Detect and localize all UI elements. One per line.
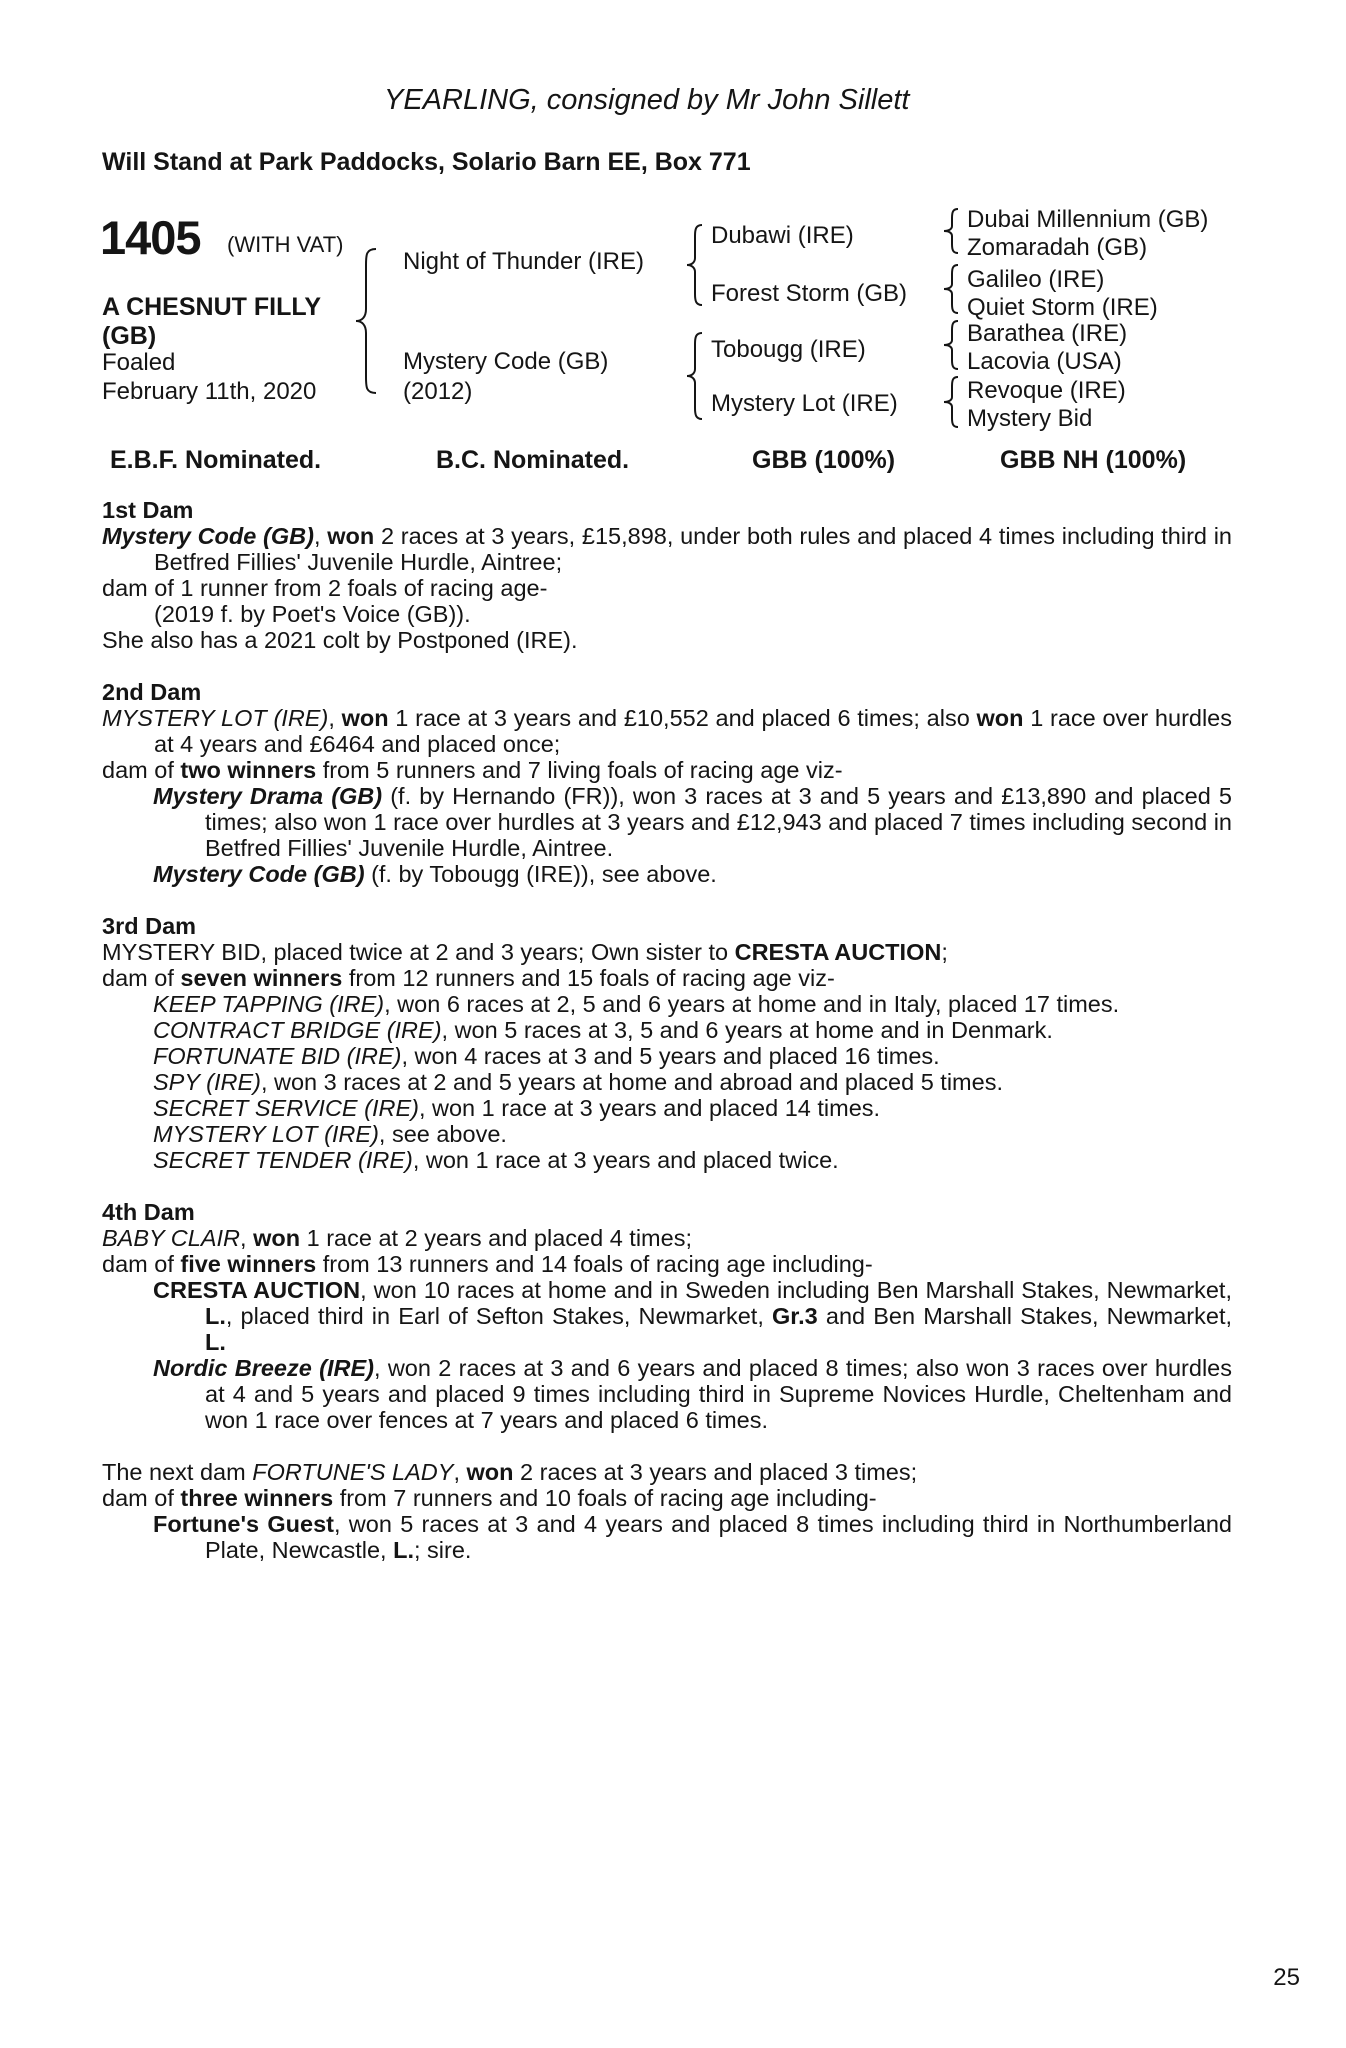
- winners-count: three winners: [180, 1485, 334, 1511]
- horse-description: A CHESNUT FILLY: [102, 293, 321, 321]
- text: dam of: [102, 1251, 181, 1277]
- text: dam of: [102, 1485, 181, 1511]
- dam-history: [102, 497, 1232, 1563]
- pedigree-brace-sire: [684, 222, 706, 308]
- text: 2 races at 3 years and placed 3 times;: [513, 1459, 918, 1485]
- group-mark: Gr.3: [772, 1303, 818, 1329]
- second-dam-produce-2: [102, 861, 1232, 887]
- second-dam-record: [102, 705, 1232, 757]
- first-dam-title: 1st Dam: [102, 497, 194, 523]
- text: , won 1 race at 3 years and placed 14 times.: [418, 1095, 881, 1121]
- lot-number: 1405: [100, 211, 201, 264]
- text: , won 3 races at 2 and 5 years at home and abroad and placed 5 times.: [260, 1069, 1003, 1095]
- won-word: won: [253, 1225, 301, 1251]
- winners-count: two winners: [180, 757, 317, 783]
- produce-name: KEEP TAPPING (IRE): [153, 991, 385, 1017]
- produce-name: Mystery Drama (GB): [153, 783, 383, 809]
- foaled-label: Foaled: [102, 349, 176, 376]
- fourth-dam-record: [102, 1225, 1232, 1251]
- third-dam-produce-1: [102, 991, 1232, 1017]
- text: dam of: [102, 757, 181, 783]
- produce-name: CRESTA AUCTION: [153, 1277, 361, 1303]
- second-dam-section: [102, 679, 1232, 887]
- text: from 13 runners and 14 foals of racing age including-: [316, 1251, 873, 1277]
- fourth-dam-section: [102, 1199, 1232, 1433]
- foaled-info: [102, 348, 316, 406]
- text: ;: [941, 939, 948, 965]
- second-dam-produce-summary: [102, 757, 1232, 783]
- next-dam-produce-summary: [102, 1485, 1232, 1511]
- first-dam-record: [102, 523, 1232, 575]
- text: ,: [240, 1225, 254, 1251]
- third-dam-produce-5: [102, 1095, 1232, 1121]
- produce-name: Fortune's Guest: [153, 1511, 334, 1537]
- listed-mark: L.: [393, 1537, 414, 1563]
- text: from 5 runners and 7 living foals of racing age viz-: [316, 757, 843, 783]
- fourth-dam-produce-summary: [102, 1251, 1232, 1277]
- text: , won 5 races at 3 and 4 years and placed 8 times including third in Northumberland Plate, Newcastle,: [205, 1511, 1232, 1563]
- first-dam-produce-summary: dam of 1 runner from 2 foals of racing age-: [102, 575, 548, 601]
- text: ,: [313, 523, 328, 549]
- pedigree-dam: Mystery Code (GB): [403, 348, 609, 375]
- pedigree-dam-year: (2012): [403, 378, 473, 405]
- pedigree-gen3-3: Galileo (IRE): [967, 266, 1105, 293]
- third-dam-title: 3rd Dam: [102, 913, 197, 939]
- text: , won 1 race at 3 years and placed twice.: [412, 1147, 839, 1173]
- text: MYSTERY BID, placed twice at 2 and 3 years; Own sister to: [102, 939, 735, 965]
- third-dam-produce-2: [102, 1017, 1232, 1043]
- second-dam-name: MYSTERY LOT (IRE): [102, 705, 329, 731]
- text: 2 races at 3 years, £15,898, under both rules and placed 4 times including third in Betfred Fillies' Juvenile Hurdle, Aintree;: [154, 523, 1232, 575]
- text: , placed third in Earl of Sefton Stakes, Newmarket,: [225, 1303, 773, 1329]
- gbb-status: GBB (100%): [752, 446, 896, 474]
- fourth-dam-title: 4th Dam: [102, 1199, 195, 1225]
- produce-name: MYSTERY LOT (IRE): [153, 1121, 379, 1147]
- next-dam-section: [102, 1459, 1232, 1563]
- vat-note: (WITH VAT): [227, 232, 344, 257]
- text: ,: [328, 705, 342, 731]
- next-dam-produce-1: [102, 1511, 1232, 1563]
- third-dam-section: [102, 913, 1232, 1173]
- pedigree-brace-g2: [940, 262, 962, 316]
- text: , won 6 races at 2, 5 and 6 years at home and in Italy, placed 17 times.: [384, 991, 1120, 1017]
- pedigree-gen3-1: Dubai Millennium (GB): [967, 206, 1209, 233]
- pedigree-brace-dam: [684, 330, 706, 422]
- text: , won 5 races at 3, 5 and 6 years at home and in Denmark.: [441, 1017, 1053, 1043]
- first-dam-section: [102, 497, 1232, 653]
- listed-mark: L.: [205, 1303, 226, 1329]
- pedigree-gen3-7: Revoque (IRE): [967, 377, 1126, 404]
- pedigree-brace-main: [352, 245, 382, 397]
- text: , won 10 races at home and in Sweden including Ben Marshall Stakes, Newmarket,: [360, 1277, 1232, 1303]
- third-dam-produce-summary: [102, 965, 1232, 991]
- listed-mark: L.: [205, 1329, 226, 1355]
- pedigree-brace-g3: [940, 318, 962, 372]
- text: The next dam: [102, 1459, 253, 1485]
- first-dam-name: Mystery Code (GB): [102, 523, 314, 549]
- text: 1 race at 3 years and £10,552 and placed 6 times; also: [388, 705, 977, 731]
- pedigree-dam-dam: Mystery Lot (IRE): [711, 390, 898, 417]
- pedigree-gen3-6: Lacovia (USA): [967, 348, 1122, 375]
- pedigree-gen3-4: Quiet Storm (IRE): [967, 294, 1158, 321]
- horse-description-origin: (GB): [102, 322, 157, 350]
- winners-count: seven winners: [180, 965, 343, 991]
- pedigree-sire-sire: Dubawi (IRE): [711, 222, 854, 249]
- next-dam-name: FORTUNE'S LADY: [252, 1459, 454, 1485]
- next-dam-record: [102, 1459, 1232, 1485]
- second-dam-title: 2nd Dam: [102, 679, 202, 705]
- produce-name: CONTRACT BRIDGE (IRE): [153, 1017, 442, 1043]
- produce-name: FORTUNATE BID (IRE): [153, 1043, 402, 1069]
- foaled-date: February 11th, 2020: [102, 378, 317, 405]
- fourth-dam-name: BABY CLAIR: [102, 1225, 241, 1251]
- pedigree-gen3-2: Zomaradah (GB): [967, 234, 1148, 261]
- page-number: 25: [1273, 1964, 1300, 1991]
- winners-count: five winners: [180, 1251, 317, 1277]
- pedigree-gen3-5: Barathea (IRE): [967, 320, 1128, 347]
- won-word: won: [466, 1459, 514, 1485]
- text: , won 4 races at 3 and 5 years and placed 16 times.: [401, 1043, 940, 1069]
- third-dam-produce-3: [102, 1043, 1232, 1069]
- fourth-dam-produce-2: [102, 1355, 1232, 1433]
- ebf-nomination: E.B.F. Nominated.: [110, 446, 322, 474]
- first-dam-note: She also has a 2021 colt by Postponed (IRE).: [102, 627, 578, 653]
- won-word: won: [341, 705, 389, 731]
- sibling-name: CRESTA AUCTION: [734, 939, 942, 965]
- text: from 12 runners and 15 foals of racing age viz-: [342, 965, 835, 991]
- text: 1 race at 2 years and placed 4 times;: [300, 1225, 692, 1251]
- third-dam-produce-6: [102, 1121, 1232, 1147]
- text: , won 2 races at 3 and 6 years and placed 8 times; also won 3 races over hurdles at 4 and 5 years and placed 9 times including third in Supreme Novices Hurdle, Cheltenham and won 1 race over fences at 7 years and placed 6 times.: [205, 1355, 1232, 1433]
- won-word: won: [327, 523, 375, 549]
- text: (f. by Tobougg (IRE)), see above.: [364, 861, 717, 887]
- bc-nomination: B.C. Nominated.: [436, 446, 630, 474]
- produce-name: Mystery Code (GB): [153, 861, 365, 887]
- pedigree-dam-sire: Tobougg (IRE): [711, 336, 866, 363]
- pedigree-brace-g4: [940, 374, 962, 430]
- pedigree-sire-dam: Forest Storm (GB): [711, 280, 908, 307]
- text: from 7 runners and 10 foals of racing age including-: [333, 1485, 877, 1511]
- produce-name: SPY (IRE): [153, 1069, 261, 1095]
- produce-name: Nordic Breeze (IRE): [153, 1355, 374, 1381]
- won-word: won: [976, 705, 1024, 731]
- third-dam-record: [102, 939, 1232, 965]
- fourth-dam-produce-1: [102, 1277, 1232, 1355]
- third-dam-produce-4: [102, 1069, 1232, 1095]
- text: 1 race over hurdles at 4 years and £6464 and placed once;: [154, 705, 1233, 757]
- pedigree-brace-g1: [940, 206, 962, 256]
- produce-name: SECRET SERVICE (IRE): [153, 1095, 419, 1121]
- text: ; sire.: [413, 1537, 472, 1563]
- text: (f. by Hernando (FR)), won 3 races at 3 and 5 years and £13,890 and placed 5 times; also won 1 race over hurdles at 3 years and £12,943 and placed 7 times including second in Betfred Fillies' Juvenile Hurdle, Aintree.: [205, 783, 1233, 861]
- consignment-heading: YEARLING, consigned by Mr John Sillett: [384, 84, 910, 116]
- produce-name: SECRET TENDER (IRE): [153, 1147, 413, 1173]
- gbb-nh-status: GBB NH (100%): [1000, 446, 1187, 474]
- third-dam-produce-7: [102, 1147, 1232, 1173]
- text: ,: [453, 1459, 467, 1485]
- text: and Ben Marshall Stakes, Newmarket,: [817, 1303, 1233, 1329]
- stand-location: Will Stand at Park Paddocks, Solario Barn EE, Box 771: [102, 148, 751, 176]
- text: , see above.: [378, 1121, 507, 1147]
- pedigree-gen3-8: Mystery Bid: [967, 405, 1093, 432]
- text: dam of: [102, 965, 181, 991]
- second-dam-produce-1: [102, 783, 1232, 861]
- first-dam-produce: (2019 f. by Poet's Voice (GB)).: [154, 601, 471, 627]
- pedigree-sire: Night of Thunder (IRE): [403, 248, 644, 275]
